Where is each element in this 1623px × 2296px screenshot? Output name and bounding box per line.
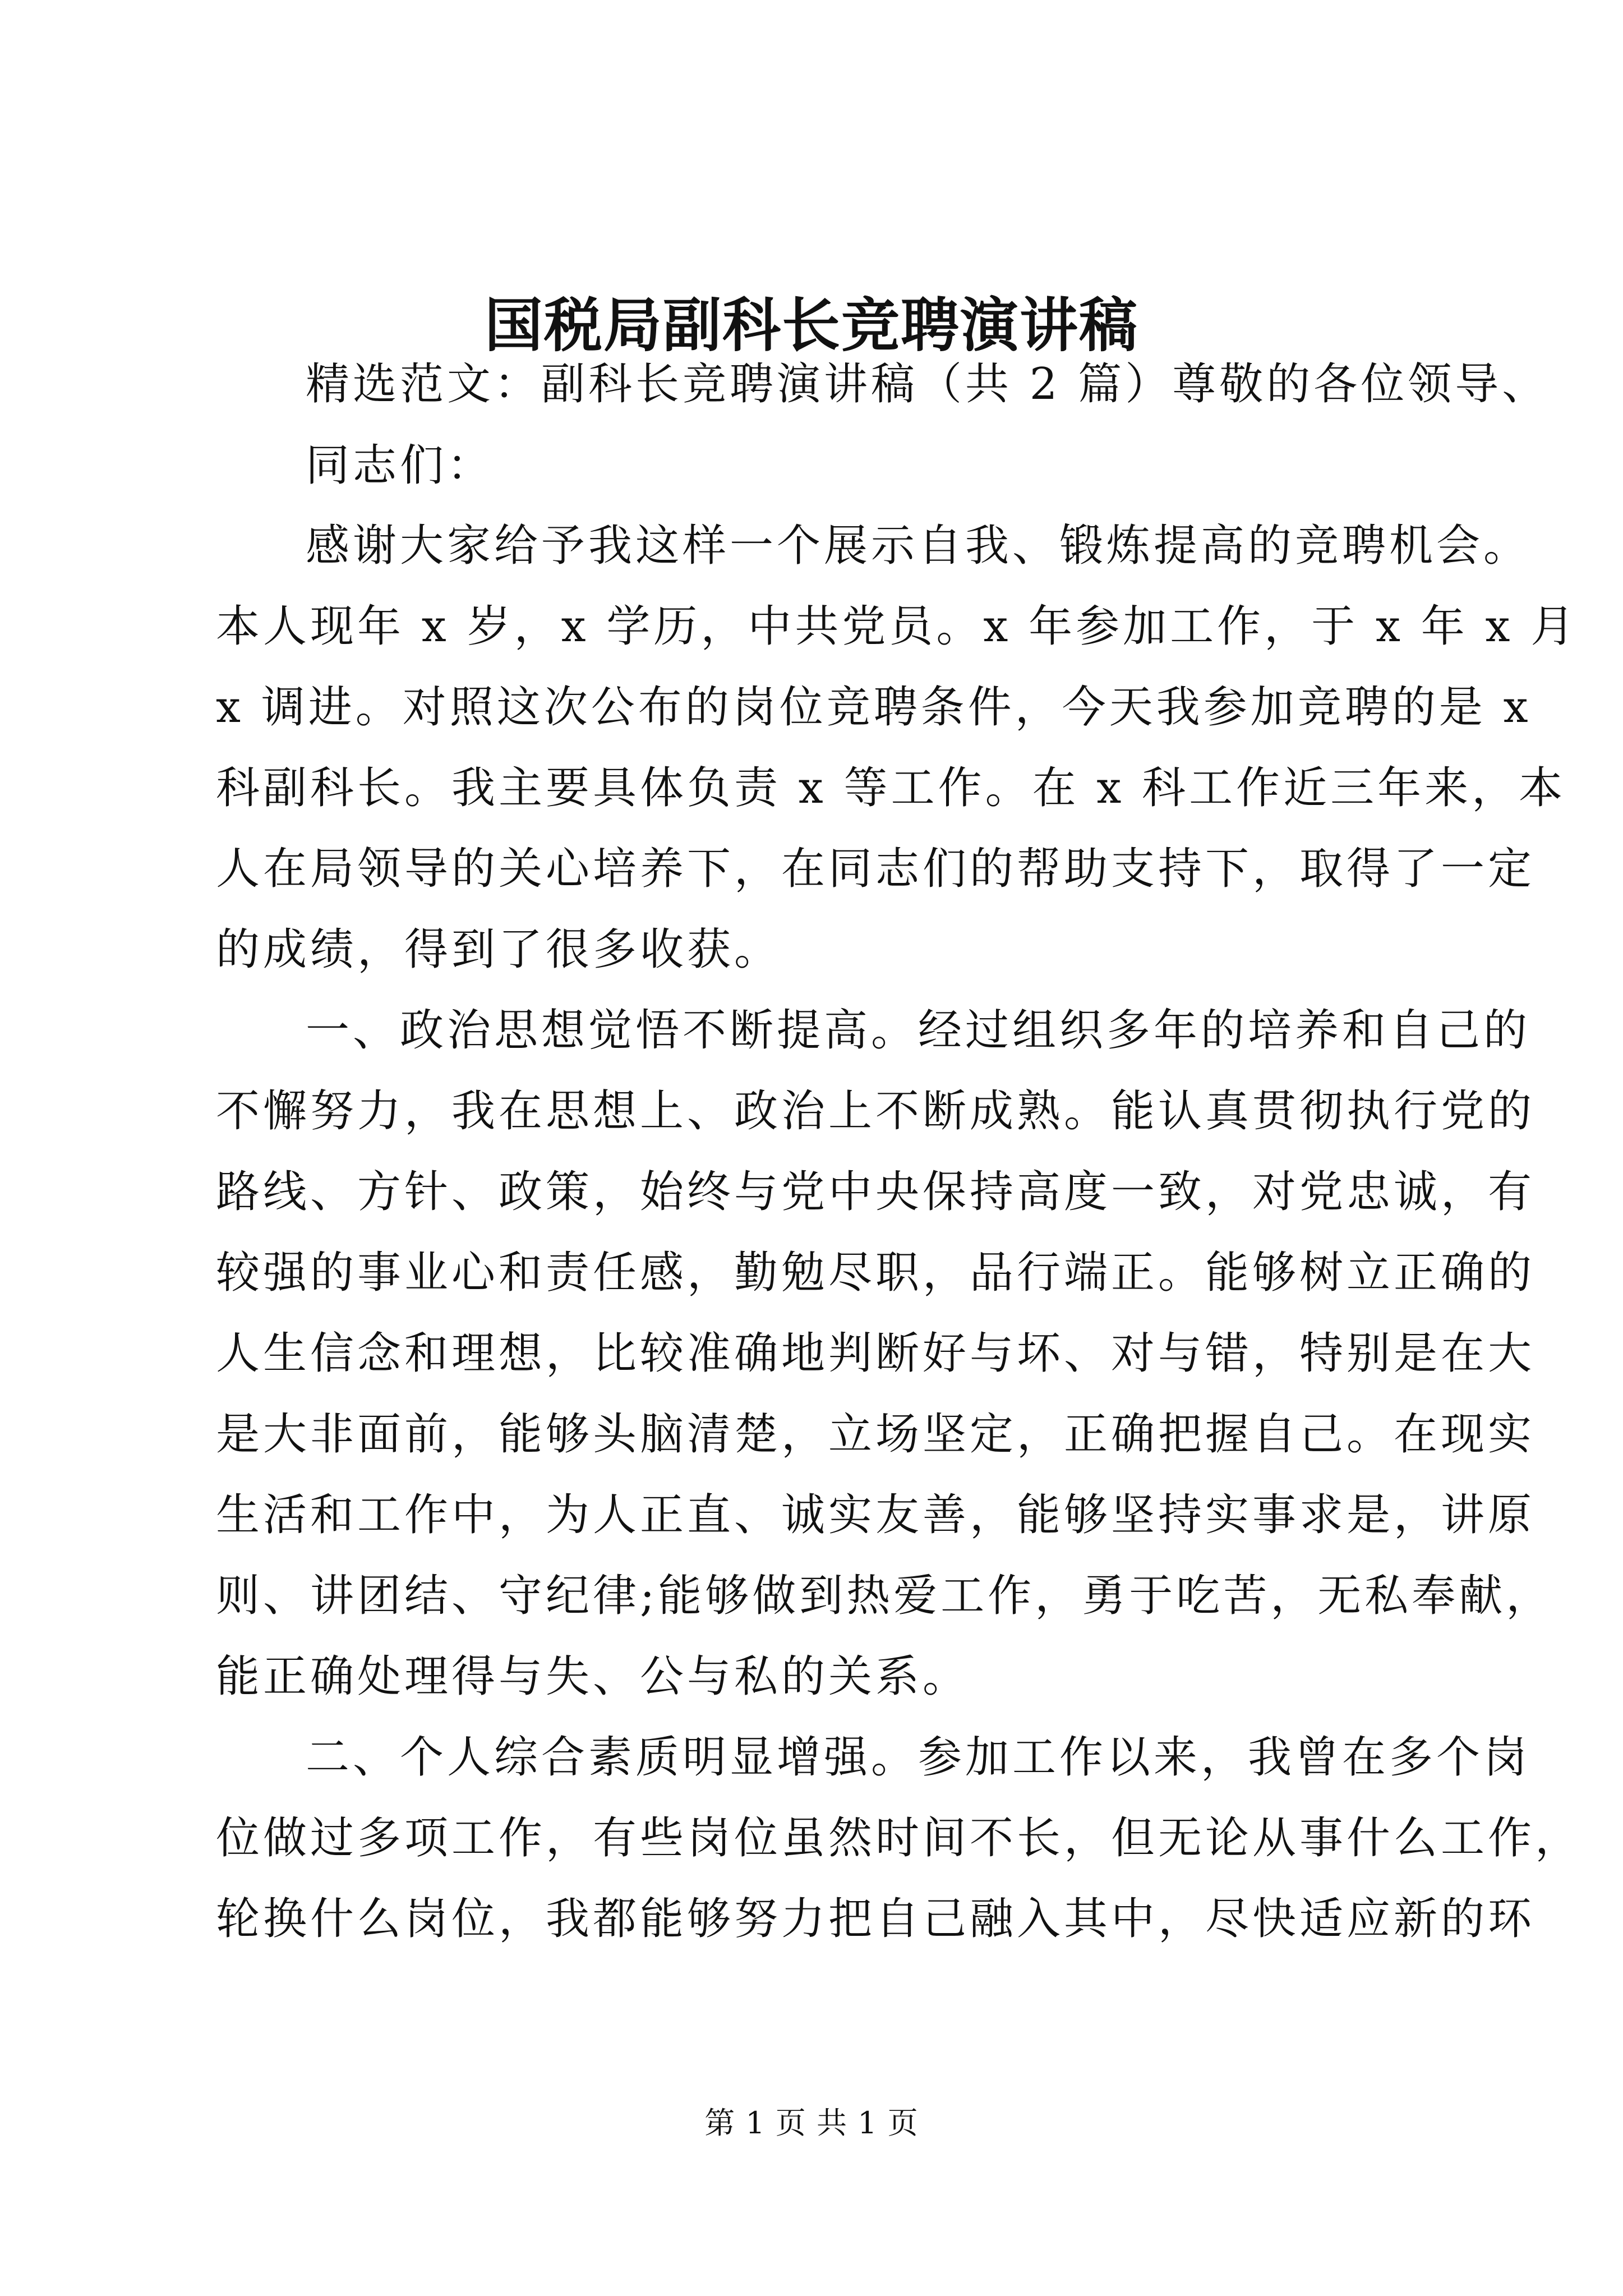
body-line: 生活和工作中，为人正直、诚实友善，能够坚持实事求是，讲原 [216,1490,1536,1540]
body-line: 是大非面前，能够头脑清楚，立场坚定，正确把握自己。在现实 [216,1409,1536,1460]
body-line: 的成绩，得到了很多收获。 [216,924,782,975]
body-line: 本人现年 x 岁，x 学历，中共党员。x 年参加工作，于 x 年 x 月 [216,601,1578,652]
body-line: 则、讲团结、守纪律;能够做到热爱工作，勇于吃苦，无私奉献， [216,1571,1553,1621]
body-line: 二、个人综合素质明显增强。参加工作以来，我曾在多个岗 [306,1732,1531,1783]
body-line: 感谢大家给予我这样一个展示自我、锻炼提高的竞聘机会。 [306,521,1531,571]
body-line: 一、政治思想觉悟不断提高。经过组织多年的培养和自己的 [306,1005,1531,1056]
body-line: 科副科长。我主要具体负责 x 等工作。在 x 科工作近三年来，本 [216,763,1566,813]
body-line: 人生信念和理想，比较准确地判断好与坏、对与错，特别是在大 [216,1328,1536,1379]
body-line: 能正确处理得与失、公与私的关系。 [216,1651,970,1702]
body-line: 路线、方针、政策，始终与党中央保持高度一致，对党忠诚，有 [216,1167,1536,1217]
body-line: 同志们： [306,440,495,491]
body-line: 轮换什么岗位，我都能够努力把自己融入其中，尽快适应新的环 [216,1894,1536,1944]
document-title: 国税局副科长竞聘演讲稿 [484,291,1138,360]
body-line: 位做过多项工作，有些岗位虽然时间不长，但无论从事什么工作， [216,1813,1583,1864]
body-line: 精选范文：副科长竞聘演讲稿（共 2 篇）尊敬的各位领导、 [306,359,1550,409]
body-line: 人在局领导的关心培养下，在同志们的帮助支持下，取得了一定 [216,844,1536,894]
body-line: x 调进。对照这次公布的岗位竞聘条件，今天我参加竞聘的是 x [216,682,1532,733]
body-line: 不懈努力，我在思想上、政治上不断成熟。能认真贯彻执行党的 [216,1086,1536,1137]
page-footer: 第 1 页 共 1 页 [704,2105,919,2141]
body-line: 较强的事业心和责任感，勤勉尽职，品行端正。能够树立正确的 [216,1248,1536,1298]
